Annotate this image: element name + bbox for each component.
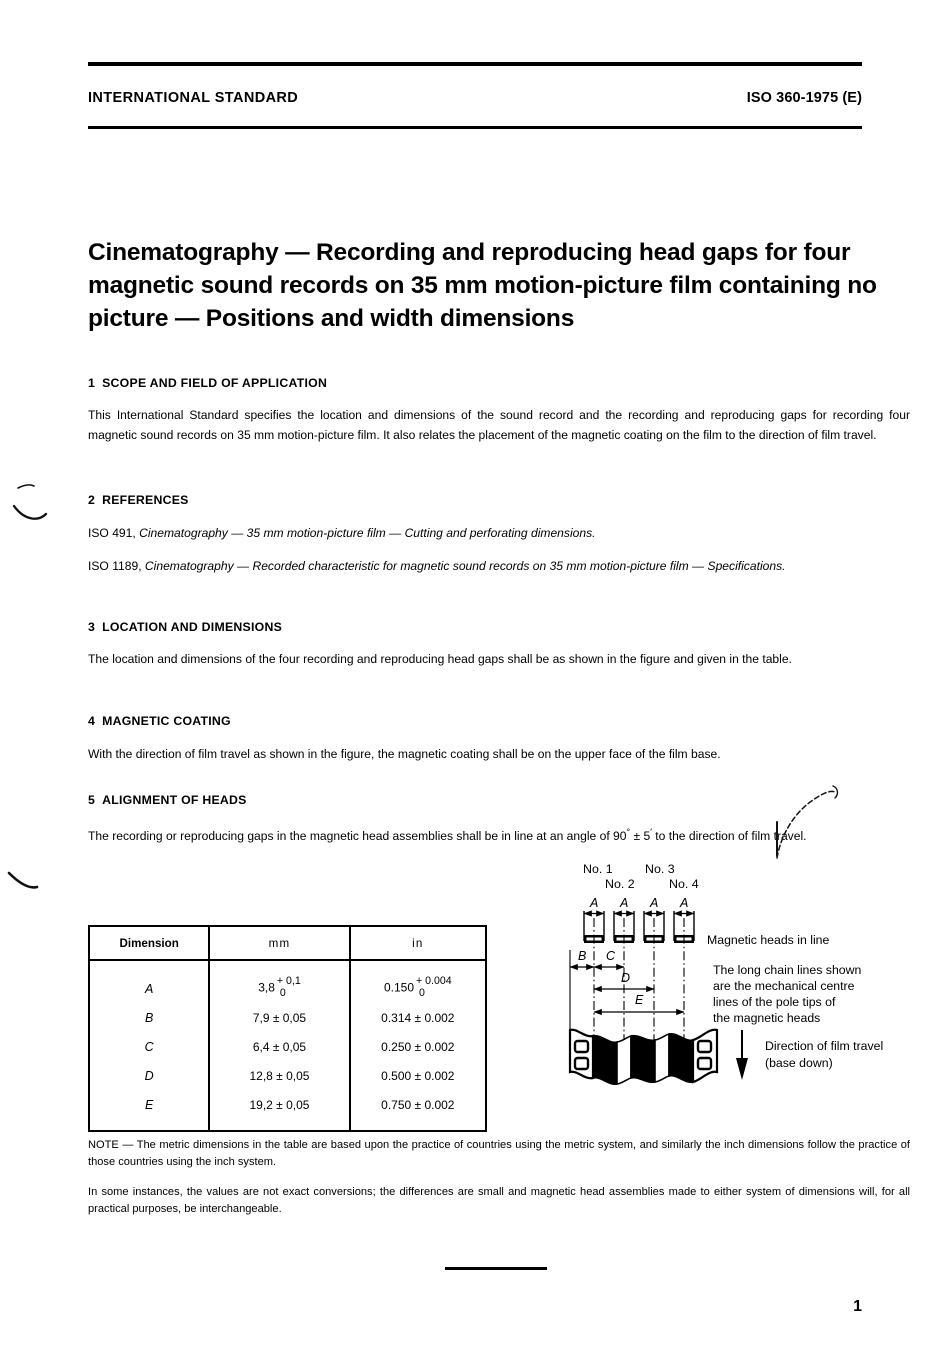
page-title: Cinematography — Recording and reproducing head gaps for four magnetic sound records on 35 mm motion-picture film containing no picture — Positions and width dimensions (88, 239, 877, 333)
magnetic-head-figure (565, 862, 950, 1097)
table-cell-in: 0.500 ± 0.002 (381, 1068, 455, 1083)
head-label-no3: No. 3 (645, 862, 675, 876)
header-right-label: ISO 360-1975 (E) (746, 90, 862, 106)
header-rule-top (88, 62, 862, 66)
table-cell-dimension: A (90, 960, 209, 1003)
page-number: 1 (853, 1298, 862, 1315)
table-row (90, 1032, 485, 1061)
section-body-1: This International Standard specifies the location and dimensions of the sound record and the recording and reproducing gaps for recording four magnetic sound records on 35 mm motion-picture film. It also relates the placement of the magnetic coating on the film to the direction of film travel. (88, 408, 910, 442)
reference-title-iso491: Cinematography — 35 mm motion-picture film — Cutting and perforating dimensions. (139, 526, 596, 540)
table-cell-in-base: 0.150 (383, 980, 415, 995)
section-number-2: 2 (88, 493, 96, 507)
perforation (698, 1041, 711, 1052)
table-cell-in (350, 960, 485, 1003)
footer-rule (445, 1267, 547, 1270)
tolerance-upper-in: + 0.004 (416, 975, 452, 987)
perforation (575, 1041, 588, 1052)
table-cell-mm-base: 3,8 (258, 980, 275, 995)
gap-label-a3: A (650, 896, 659, 910)
table-header-dimension: Dimension (90, 927, 209, 960)
film-travel-arrow-icon (736, 1030, 748, 1080)
table-row (90, 960, 485, 1003)
reference-prefix-iso1189: ISO 1189, (88, 559, 145, 573)
figure-caption-chain-3: lines of the pole tips of (713, 995, 836, 1009)
table-row (90, 1090, 485, 1130)
section-body-3: The location and dimensions of the four recording and reproducing head gaps shall be as shown in the figure and given in the table. (88, 652, 792, 666)
table-cell-mm: 12,8 ± 0,05 (209, 1061, 349, 1090)
reference-title-iso1189: Cinematography — Recorded characteristic for magnetic sound records on 35 mm motion-picture film — Specifications. (144, 559, 786, 573)
header-left-label: INTERNATIONAL STANDARD (88, 90, 299, 106)
section-title-5: ALIGNMENT OF HEADS (102, 793, 247, 807)
margin-pen-mark-1 (10, 470, 90, 560)
section-body-5 (88, 823, 910, 847)
section-heading-4 (88, 714, 231, 728)
section-heading-3 (88, 620, 282, 634)
table-cell-mm: 19,2 ± 0,05 (209, 1090, 349, 1130)
section-title-4: MAGNETIC COATING (102, 714, 231, 728)
table-cell-dimension: D (90, 1061, 209, 1090)
section-body-4: With the direction of film travel as shown in the figure, the magnetic coating shall be on the upper face of the film base. (88, 747, 721, 761)
dimensions-table (88, 925, 487, 1132)
dimension-label-e: E (635, 993, 644, 1007)
note-paragraph-1: NOTE — The metric dimensions in the table are based upon the practice of countries using the metric system, and similarly the inch dimensions follow the practice of those countries using the inch system. (88, 1139, 910, 1168)
table-row (90, 1061, 485, 1090)
tolerance-stack-mm (277, 976, 301, 999)
table-header-mm: mm (209, 927, 349, 960)
section-title-2: REFERENCES (102, 493, 189, 507)
section-body-5-part2: ± 5 (630, 829, 651, 844)
figure-caption-travel-1: Direction of film travel (765, 1039, 884, 1053)
tolerance-stack-in (416, 976, 452, 999)
section-heading-1 (88, 376, 327, 390)
tolerance-upper-mm: + 0,1 (276, 975, 301, 987)
table-cell-in: 0.750 ± 0.002 (381, 1097, 455, 1112)
section-number-4: 4 (88, 714, 96, 728)
dimension-label-d: D (621, 971, 631, 985)
table-cell-dimension: E (90, 1090, 209, 1130)
film-strip (570, 1030, 717, 1085)
figure-caption-heads: Magnetic heads in line (707, 933, 830, 947)
table-cell-dimension: B (90, 1003, 209, 1032)
margin-pen-mark-2 (5, 865, 65, 905)
perforation (575, 1058, 588, 1069)
figure-caption-chain-4: the magnetic heads (713, 1011, 821, 1025)
table-cell-mm: 7,9 ± 0,05 (209, 1003, 349, 1032)
table-header-in: in (350, 927, 485, 960)
head-label-no2: No. 2 (605, 877, 635, 891)
section-title-1: SCOPE AND FIELD OF APPLICATION (102, 376, 328, 390)
perforation (698, 1058, 711, 1069)
reference-item-iso491 (88, 524, 910, 544)
gap-label-a4: A (680, 896, 689, 910)
table-header-row (90, 927, 485, 960)
head-assemblies (584, 911, 694, 943)
note-paragraph-2: In some instances, the values are not exact conversions; the differences are small and magnetic head assemblies made to either system of dimensions will, for all practical purposes, be interchangeable. (88, 1186, 910, 1215)
section-number-3: 3 (88, 620, 96, 634)
section-heading-5 (88, 793, 247, 807)
header-rule-bottom (88, 126, 862, 129)
table-cell-mm (209, 960, 349, 1003)
table-cell-dimension: C (90, 1032, 209, 1061)
reference-prefix-iso491: ISO 491, (88, 526, 140, 540)
section-number-1: 1 (88, 376, 96, 390)
figure-caption-chain-2: are the mechanical centre (713, 979, 855, 993)
tolerance-lower-mm: 0 (279, 986, 286, 999)
section-number-5: 5 (88, 793, 96, 807)
figure-caption-travel-2: (base down) (765, 1056, 833, 1070)
head-label-no1: No. 1 (583, 862, 613, 876)
table-cell-in: 0.250 ± 0.002 (381, 1039, 455, 1054)
reference-item-iso1189 (88, 557, 910, 577)
dimension-label-c: C (606, 949, 616, 963)
gap-label-a1: A (590, 896, 599, 910)
degree-symbol: ° (626, 827, 631, 837)
dimension-label-b: B (578, 949, 587, 963)
table-row (90, 1003, 485, 1032)
head-label-no4: No. 4 (669, 877, 699, 891)
section-title-3: LOCATION AND DIMENSIONS (102, 620, 283, 634)
table-cell-in: 0.314 ± 0.002 (381, 1010, 455, 1025)
section-body-5-part3: to the direction of film travel. (651, 829, 807, 844)
section-body-5-part1: The recording or reproducing gaps in the magnetic head assemblies shall be in line at an angle of 90 (88, 829, 627, 844)
tolerance-lower-in: 0 (419, 986, 425, 999)
table-cell-mm: 6,4 ± 0,05 (209, 1032, 349, 1061)
section-heading-2 (88, 493, 189, 507)
figure-caption-chain-1: The long chain lines shown (713, 963, 862, 977)
arcminute-symbol: ′ (650, 827, 652, 837)
gap-label-a2: A (620, 896, 629, 910)
